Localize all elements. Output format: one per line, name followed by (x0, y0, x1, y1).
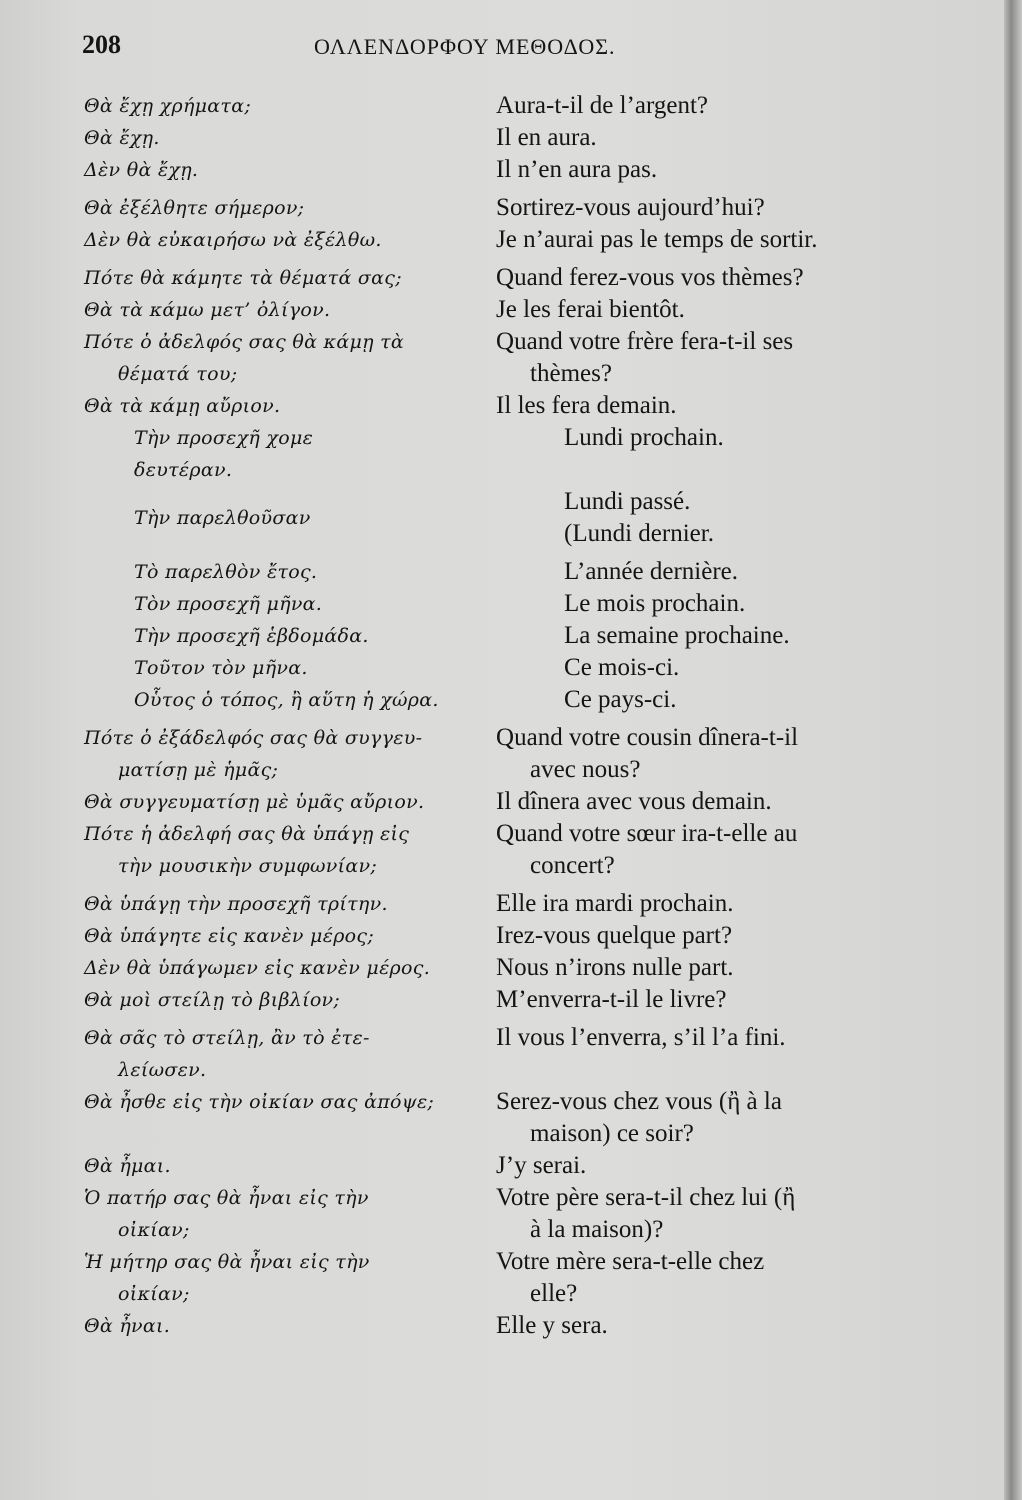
french-text: Aura-t-il de l’argent? (496, 92, 708, 119)
french-text: Quand votre sœur ira-t-elle au concert? (496, 820, 798, 879)
phrase-row (84, 1022, 924, 1086)
phrase-row (84, 588, 924, 620)
greek-text: Θὰ ἦμαι. (84, 1155, 171, 1177)
phrase-row (84, 684, 924, 716)
french-text: L’année dernière. (564, 558, 738, 585)
greek-text: Τὴν προσεχῆ χομε δευτέραν. (134, 427, 314, 481)
phrase-row (84, 326, 924, 390)
phrase-list (84, 90, 924, 1342)
phrase-row (84, 952, 924, 984)
phrase-row (84, 556, 924, 588)
greek-text: Τὸν προσεχῆ μῆνα. (134, 593, 323, 615)
greek-text: Θὰ ἔχῃ χρήματα; (84, 95, 252, 117)
greek-text: Πότε ὁ ἐξάδελφός σας θὰ συγγευ- ματίσῃ μὲ ἡμᾶς; (84, 727, 423, 781)
greek-text: Ἡ μήτηρ σας θὰ ἦναι εἰς τὴν οἰκίαν; (84, 1251, 370, 1305)
greek-text: Τὴν προσεχῆ ἑβδομάδα. (134, 625, 369, 647)
french-text: Lundi passé. (Lundi dernier. (564, 488, 714, 547)
page-number: 208 (82, 30, 121, 59)
greek-text: Θὰ ἦσθε εἰς τὴν οἰκίαν σας ἀπόψε; (84, 1091, 435, 1113)
phrase-row (84, 984, 924, 1016)
greek-text: Ὁ πατήρ σας θὰ ἦναι εἰς τὴν οἰκίαν; (84, 1187, 369, 1241)
greek-text: Θὰ μοὶ στείλῃ τὸ βιβλίον; (84, 989, 341, 1011)
french-text: Quand ferez-vous vos thèmes? (496, 264, 804, 291)
greek-text: Θὰ συγγευματίσῃ μὲ ὑμᾶς αὔριον. (84, 791, 425, 813)
phrase-row (84, 1310, 924, 1342)
phrase-row (84, 620, 924, 652)
french-text: Il en aura. (496, 124, 597, 151)
french-text: Nous n’irons nulle part. (496, 954, 734, 981)
greek-text: Θὰ ἦναι. (84, 1315, 171, 1337)
greek-text: Θὰ σᾶς τὸ στείλῃ, ἂν τὸ ἐτε- λείωσεν. (84, 1027, 370, 1081)
page-header (82, 30, 922, 66)
french-text: Il dînera avec vous demain. (496, 788, 772, 815)
greek-text: Πότε ἡ ἀδελφή σας θὰ ὑπάγῃ εἰς τὴν μουσικὴν συμφωνίαν; (84, 823, 410, 877)
phrase-row (84, 90, 924, 122)
phrase-row (84, 122, 924, 154)
french-text: M’enverra-t-il le livre? (496, 986, 727, 1013)
french-text: Il vous l’enverra, s’il l’a fini. (496, 1024, 786, 1051)
phrase-row (84, 920, 924, 952)
phrase-row (84, 888, 924, 920)
french-text: Sortirez-vous aujourd’hui? (496, 194, 765, 221)
phrase-row (84, 1182, 924, 1246)
french-text: Il n’en aura pas. (496, 156, 658, 183)
greek-text: Τὸ παρελθὸν ἔτος. (134, 561, 318, 583)
greek-text: Πότε θὰ κάμητε τὰ θέματά σας; (84, 267, 402, 289)
greek-text: Θὰ ἔχῃ. (84, 127, 160, 149)
greek-text: Θὰ τὰ κάμω μετ’ ὀλίγον. (84, 299, 331, 321)
phrase-row (84, 1246, 924, 1310)
phrase-row (84, 786, 924, 818)
phrase-row (84, 224, 924, 256)
greek-text: Θὰ ἐξέλθητε σήμερον; (84, 197, 305, 219)
greek-text: Δὲν θὰ εὐκαιρήσω νὰ ἐξέλθω. (84, 229, 382, 251)
greek-text: Θὰ ὑπάγητε εἰς κανὲν μέρος; (84, 925, 375, 947)
french-text: Je les ferai bientôt. (496, 296, 685, 323)
greek-text: Οὗτος ὁ τόπος, ἢ αὕτη ἡ χώρα. (134, 689, 439, 711)
french-text: J’y serai. (496, 1152, 587, 1179)
phrase-row (84, 722, 924, 786)
french-text: Lundi prochain. (564, 424, 724, 451)
phrase-row (84, 154, 924, 186)
phrase-row (84, 652, 924, 684)
french-text: Le mois prochain. (564, 590, 746, 617)
phrase-row (84, 1086, 924, 1150)
phrase-row (84, 390, 924, 422)
french-text: Il les fera demain. (496, 392, 677, 419)
greek-text: Πότε ὁ ἀδελφός σας θὰ κάμῃ τὰ θέματά του; (84, 331, 405, 385)
french-text: Elle ira mardi prochain. (496, 890, 734, 917)
french-text: Irez-vous quelque part? (496, 922, 733, 949)
running-title: ΟΛΛΕΝΔΟΡΦΟΥ ΜΕΘΟΔΟΣ. (314, 34, 616, 59)
french-text: Elle y sera. (496, 1312, 608, 1339)
greek-text: Θὰ τὰ κάμῃ αὔριον. (84, 395, 281, 417)
greek-text: Τοῦτον τὸν μῆνα. (134, 657, 308, 679)
phrase-row (84, 262, 924, 294)
phrase-row (84, 422, 924, 486)
french-text: Je n’aurai pas le temps de sortir. (496, 226, 818, 253)
french-text: Ce mois-ci. (564, 654, 680, 681)
phrase-row (84, 818, 924, 882)
french-text: La semaine prochaine. (564, 622, 790, 649)
french-text: Votre père sera-t-il chez lui (ἢ à la maison)? (496, 1184, 796, 1243)
page-edge (1004, 0, 1022, 1500)
greek-text: Δὲν θὰ ὑπάγωμεν εἰς κανὲν μέρος. (84, 957, 431, 979)
french-text: Serez-vous chez vous (ἢ à la maison) ce soir? (496, 1088, 782, 1147)
french-text: Votre mère sera-t-elle chez elle? (496, 1248, 765, 1307)
greek-text: Τὴν παρελθοῦσαν (134, 507, 311, 529)
greek-text: Θὰ ὑπάγῃ τὴν προσεχῆ τρίτην. (84, 893, 388, 915)
french-text: Quand votre frère fera-t-il ses thèmes? (496, 328, 794, 387)
phrase-row (84, 192, 924, 224)
phrase-row (84, 1150, 924, 1182)
french-text: Ce pays-ci. (564, 686, 677, 713)
french-text: Quand votre cousin dînera-t-il avec nous? (496, 724, 799, 783)
greek-text: Δὲν θὰ ἔχῃ. (84, 159, 199, 181)
phrase-row (84, 294, 924, 326)
phrase-row (84, 486, 924, 550)
